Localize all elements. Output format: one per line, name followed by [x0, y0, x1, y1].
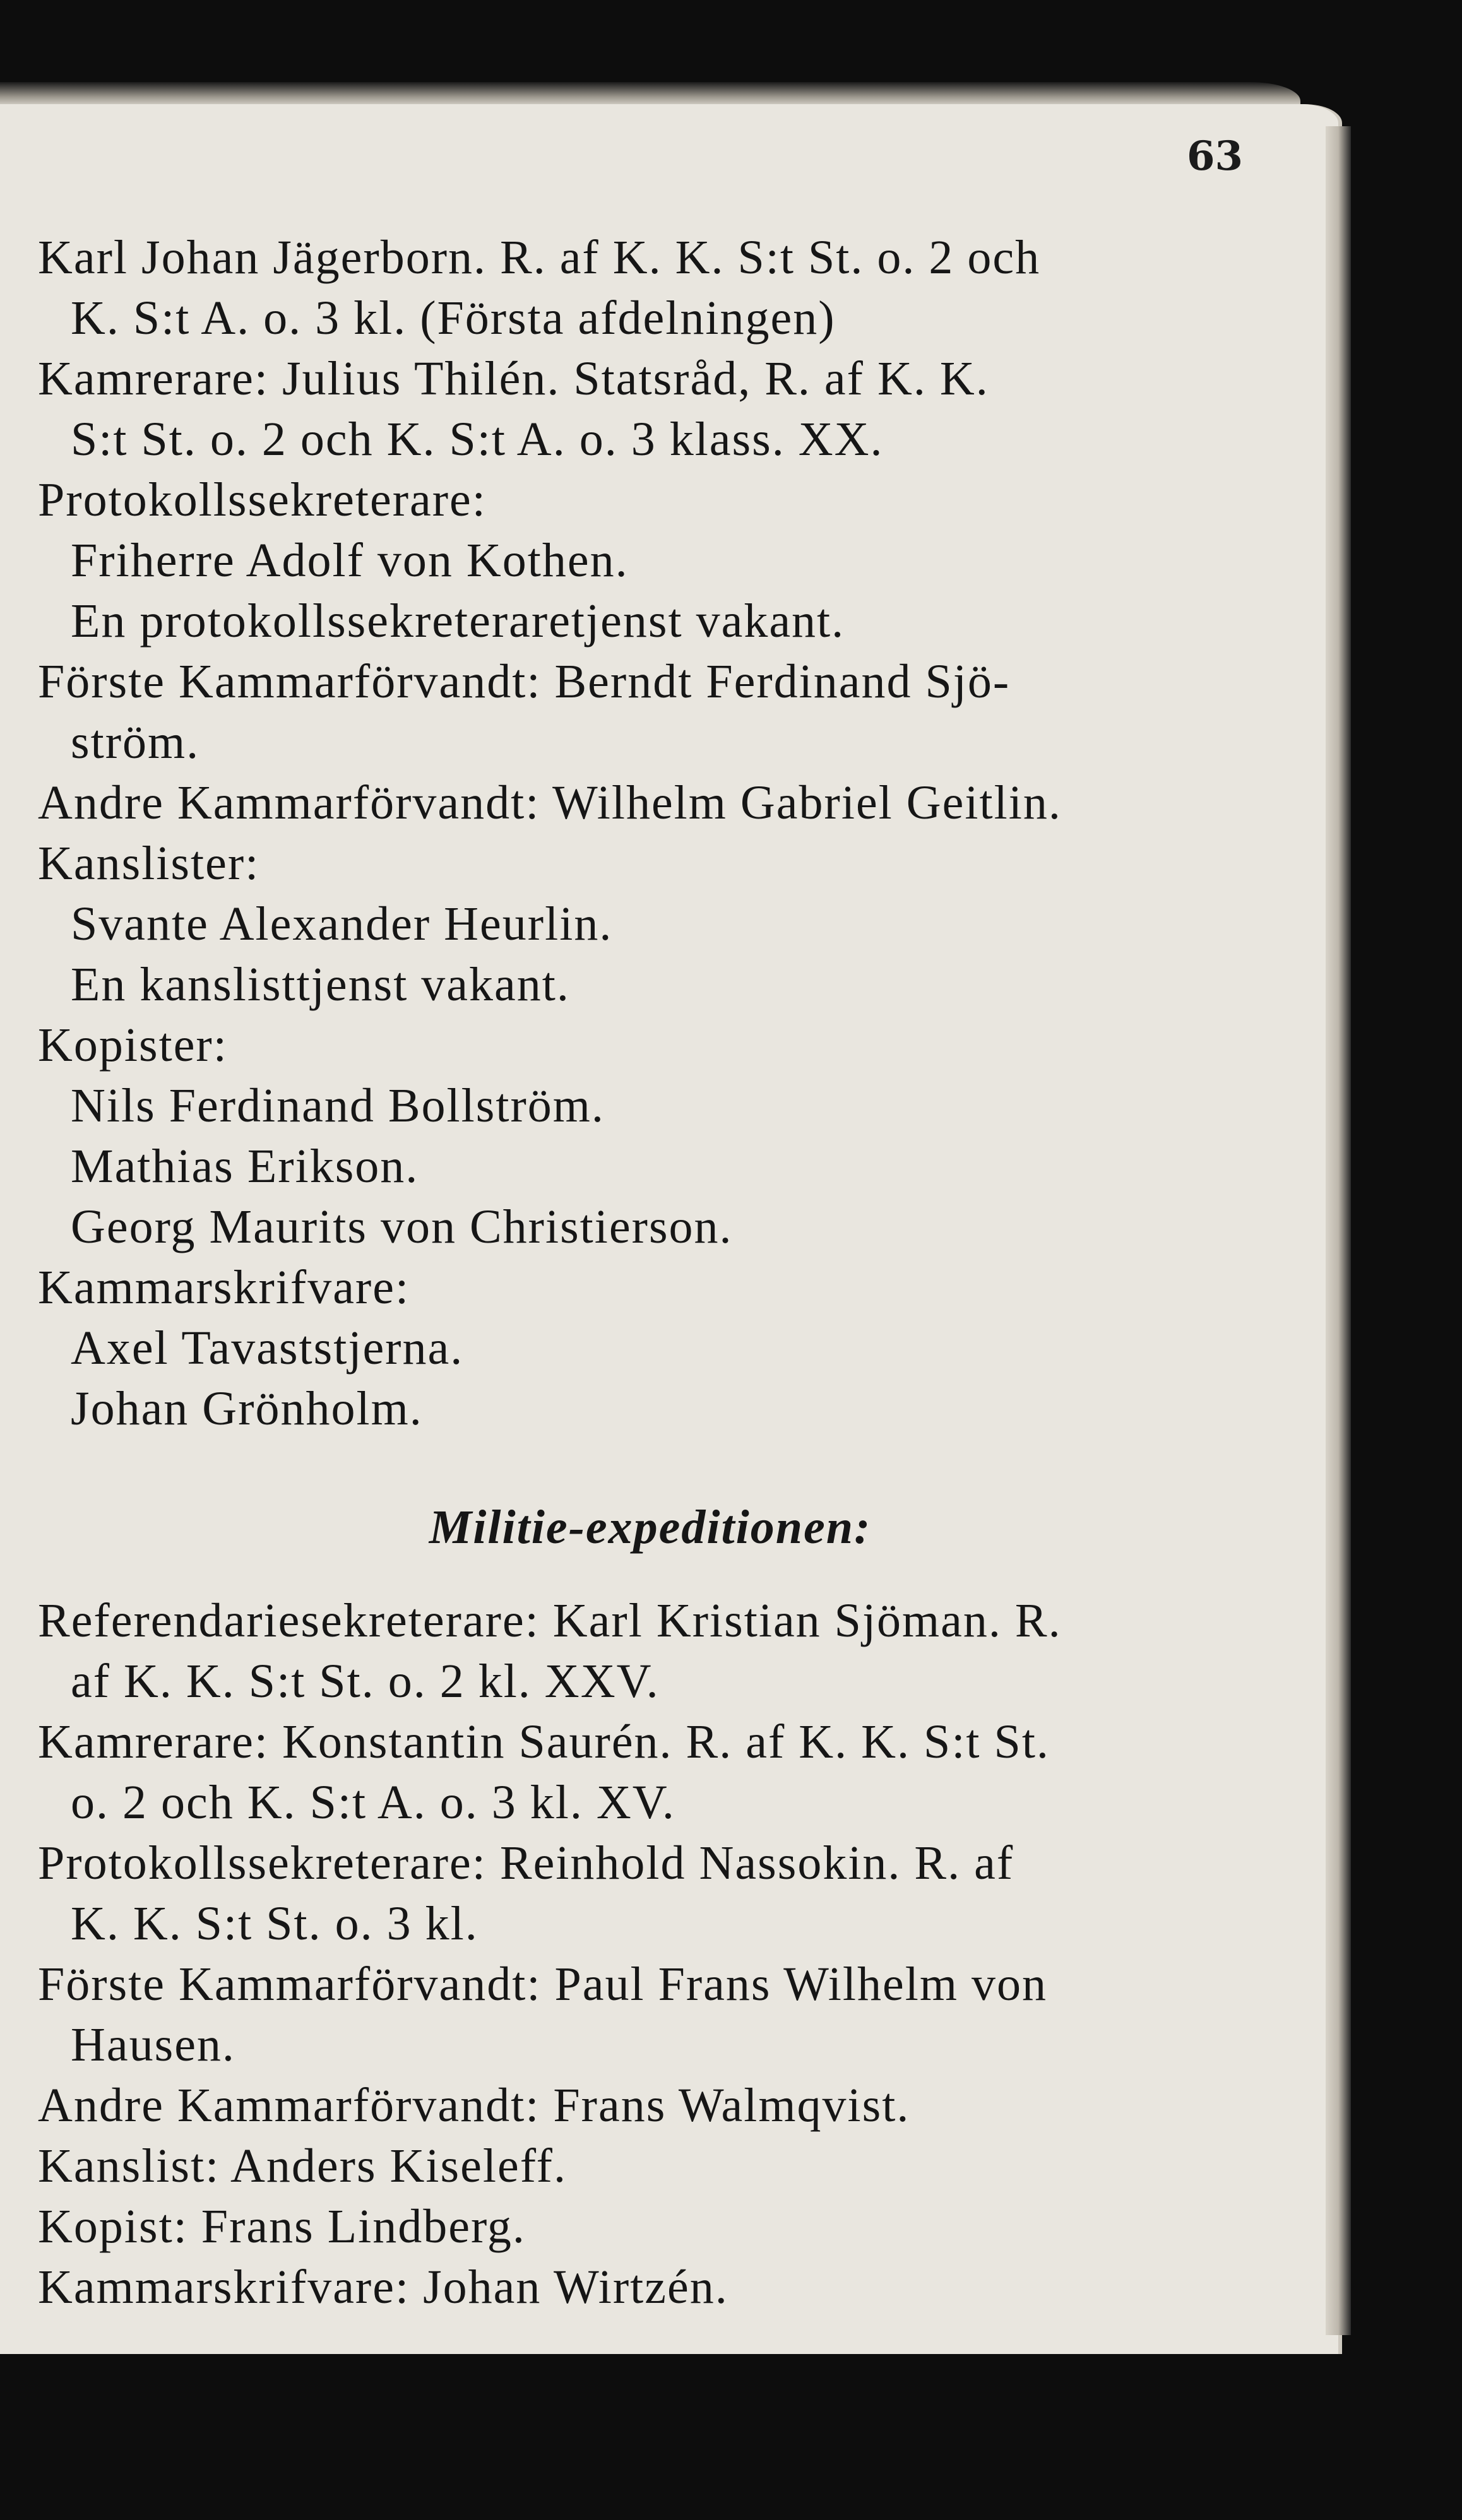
text-line: Karl Johan Jägerborn. R. af K. K. S:t St. o. 2 och: [38, 231, 1041, 284]
text-line: af K. K. S:t St. o. 2 kl. XXV.: [71, 1655, 660, 1708]
text-line: Kopister:: [38, 1019, 228, 1072]
text-line: o. 2 och K. S:t A. o. 3 kl. XV.: [71, 1776, 675, 1829]
text-line: Georg Maurits von Christierson.: [71, 1200, 733, 1253]
text-line: Protokollssekreterare:: [38, 473, 487, 526]
text-line: Hausen.: [71, 2018, 235, 2071]
text-line: Svante Alexander Heurlin.: [71, 897, 613, 950]
text-line: En kanslisttjenst vakant.: [71, 958, 570, 1011]
text-line: Referendariesekreterare: Karl Kristian Sjöman. R.: [38, 1594, 1062, 1647]
page-right-edge: [1326, 126, 1351, 2335]
text-line: Johan Grönholm.: [71, 1382, 423, 1435]
section-heading: Militie-expeditionen:: [429, 1501, 872, 1554]
page-text: [38, 227, 1263, 2317]
text-line: Protokollssekreterare: Reinhold Nassokin. R. af: [38, 1837, 1014, 1890]
text-line: Förste Kammarförvandt: Paul Frans Wilhelm von: [38, 1958, 1047, 2011]
text-line: S:t St. o. 2 och K. S:t A. o. 3 klass. XX.: [71, 413, 884, 466]
text-line: Nils Ferdinand Bollström.: [71, 1079, 605, 1132]
text-line: Mathias Erikson.: [71, 1140, 419, 1193]
text-line: Kanslist: Anders Kiseleff.: [38, 2139, 567, 2192]
page-number: 63: [1187, 133, 1244, 180]
text-line: Andre Kammarförvandt: Frans Walmqvist.: [38, 2079, 910, 2132]
text-line: K. K. S:t St. o. 3 kl.: [71, 1897, 478, 1950]
text-line: K. S:t A. o. 3 kl. (Första afdelningen): [71, 292, 836, 345]
text-line: Kopist: Frans Lindberg.: [38, 2200, 526, 2253]
text-line: Andre Kammarförvandt: Wilhelm Gabriel Geitlin.: [38, 776, 1062, 829]
text-line: Axel Tavaststjerna.: [71, 1322, 464, 1375]
text-line: Kamrerare: Konstantin Saurén. R. af K. K. S:t St.: [38, 1715, 1050, 1768]
text-line: Kammarskrifvare: Johan Wirtzén.: [38, 2261, 728, 2314]
text-line: ström.: [71, 716, 200, 769]
page-top-edge: [0, 82, 1300, 107]
text-line: Friherre Adolf von Kothen.: [71, 534, 629, 587]
text-line: Kanslister:: [38, 837, 260, 890]
text-line: En protokollssekreteraretjenst vakant.: [71, 595, 845, 648]
text-line: Kamrerare: Julius Thilén. Statsråd, R. af K. K.: [38, 352, 989, 405]
text-line: Förste Kammarförvandt: Berndt Ferdinand Sjö-: [38, 655, 1011, 708]
text-line: Kammarskrifvare:: [38, 1261, 410, 1314]
